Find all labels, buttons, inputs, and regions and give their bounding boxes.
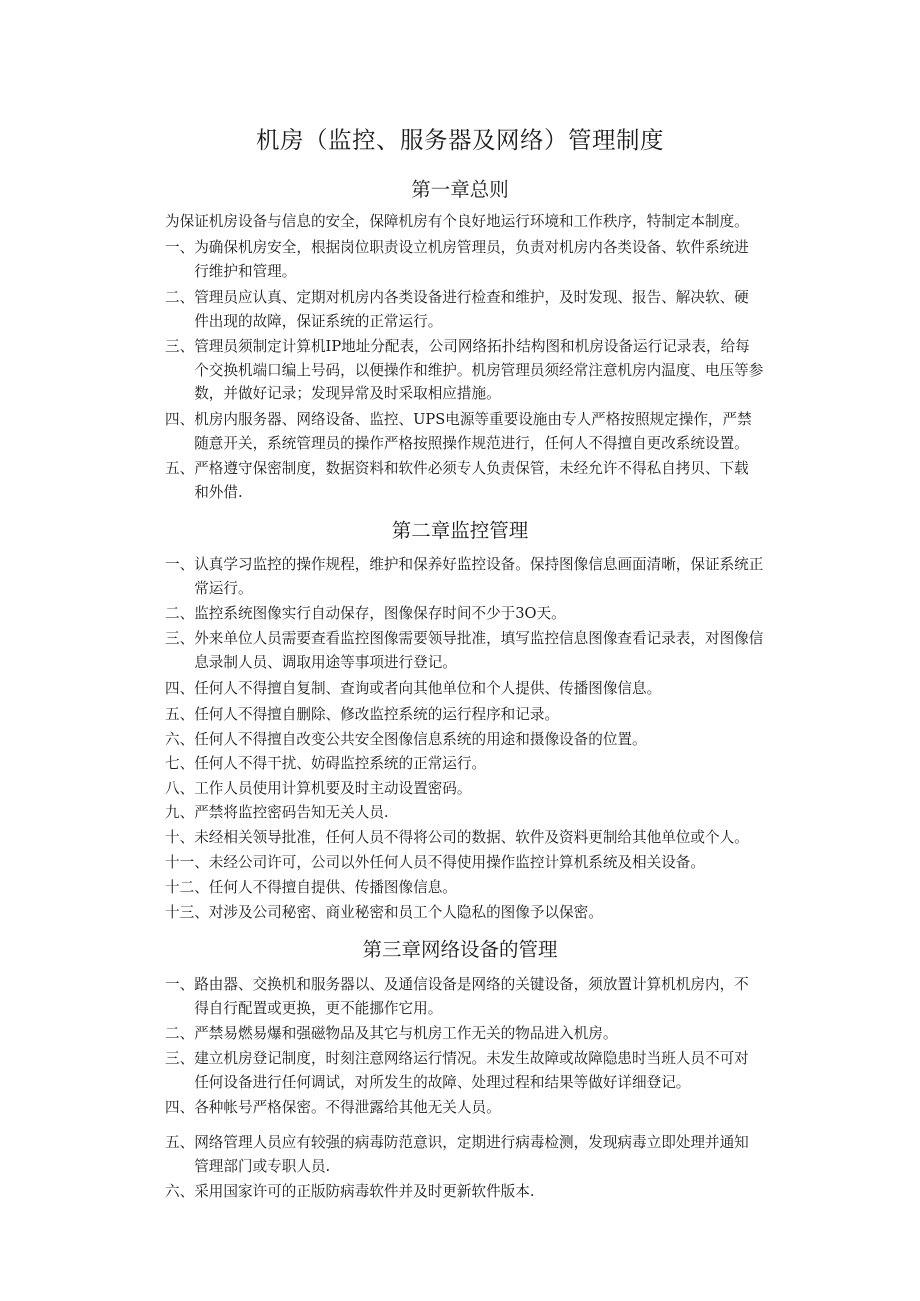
item-line: 工作人员使用计算机要及时主动设置密码。 (194, 780, 472, 797)
chapter-3-item (165, 1047, 795, 1094)
item-number: 三、 (165, 338, 195, 355)
item-line: 件出现的故障，保证系统的正常运行。 (194, 312, 443, 330)
chapter-1-item (165, 457, 795, 504)
item-line: 未经公司许可，公司以外任何人员不得使用操作监控计算机系统及相关设备。 (208, 854, 705, 871)
item-number: 六、 (165, 1183, 195, 1200)
item-line: 任何人不得擅自改变公共安全图像信息系统的用途和摄像设备的位置。 (194, 731, 647, 748)
item-number: 二、 (165, 1025, 195, 1042)
item-line: 得自行配置或更换，更不能挪作它用。 (194, 999, 443, 1017)
item-number: 三、 (165, 1050, 195, 1067)
item-line: 管理员须制定计算机IP地址分配表，公司网络拓扑结构图和机房设备运行记录表，给每 (194, 338, 750, 355)
item-line: 严格遵守保密制度，数据资料和软件必须专人负责保管，未经允许不得私自拷贝、下载 (194, 460, 749, 477)
item-number: 九、 (165, 804, 195, 821)
chapter-2-item (165, 677, 795, 701)
item-number: 十一、 (165, 854, 209, 871)
item-number: 四、 (165, 1099, 195, 1116)
chapter-2-item (165, 553, 795, 600)
item-number: 三、 (165, 630, 195, 647)
chapter-3-item (165, 1096, 795, 1120)
item-number: 七、 (165, 755, 195, 772)
item-number: 二、 (165, 605, 195, 622)
item-number: 十二、 (165, 879, 209, 896)
item-line: 数，并做好记录；发现异常及时采取相应措施。 (194, 385, 501, 402)
item-line: 随意开关，系统管理员的操作严格按照操作规范进行，任何人不得擅自更改系统设置。 (194, 434, 749, 452)
item-number: 八、 (165, 780, 195, 797)
item-line: 外来单位人员需要查看监控图像需要领导批准，填写监控信息图像查看记录表，对图像信 (194, 630, 764, 647)
chapter-1-item (165, 408, 795, 455)
chapter-3-heading: 第三章网络设备的管理 (362, 938, 558, 961)
chapter-2-item (165, 602, 795, 626)
item-line: 和外借. (194, 483, 243, 501)
chapter-2-item (165, 801, 795, 825)
item-line: 息录制人员、调取用途等事项进行登记。 (194, 653, 457, 671)
item-number: 四、 (165, 411, 195, 428)
chapter-1-item (165, 286, 795, 333)
item-line: 任何人不得擅自复制、查询或者向其他单位和个人提供、传播图像信息。 (194, 680, 662, 697)
item-number: 五、 (165, 1134, 195, 1151)
chapter-2-item (165, 826, 795, 850)
item-line: 对涉及公司秘密、商业秘密和员工个人隐私的图像予以保密。 (208, 904, 603, 921)
item-number: 四、 (165, 680, 195, 697)
chapter-2-item (165, 728, 795, 752)
item-number: 一、 (165, 976, 195, 993)
item-line: 管理员应认真、定期对机房内各类设备进行检查和维护，及时发现、报告、解决软、硬 (194, 289, 749, 306)
chapter-2-item (165, 752, 795, 776)
chapter-2-heading: 第二章监控管理 (391, 519, 529, 542)
chapter-1-item (165, 335, 795, 406)
chapter-2-item (165, 627, 795, 674)
chapter-1-intro: 为保证机房设备与信息的安全，保障机房有个良好地运行环境和工作秩序，特制定本制度。 (165, 213, 749, 230)
chapter-2-item (165, 876, 795, 900)
chapter-3-item (165, 1131, 795, 1178)
item-number: 五、 (165, 706, 195, 723)
item-number: 十、 (165, 829, 195, 846)
item-line: 路由器、交换机和服务器以、及通信设备是网络的关键设备，须放置计算机机房内，不 (194, 976, 749, 993)
item-line: 各种帐号严格保密。不得泄露给其他无关人员。 (194, 1099, 501, 1116)
document-title: 机房（监控、服务器及网络）管理制度 (256, 126, 664, 154)
item-number: 一、 (165, 239, 195, 256)
item-number: 六、 (165, 731, 195, 748)
item-line: 建立机房登记制度，时刻注意网络运行情况。未发生故障或故障隐患时当班人员不可对 (194, 1050, 749, 1067)
chapter-3-item (165, 1180, 795, 1204)
chapter-2-item (165, 777, 795, 801)
item-line: 任何设备进行任何调试，对所发生的故障、处理过程和结果等做好详细登记。 (194, 1073, 691, 1091)
item-line: 任何人不得擅自提供、传播图像信息。 (208, 879, 457, 896)
item-number: 十三、 (165, 904, 209, 921)
item-number: 一、 (165, 556, 195, 573)
item-line: 网络管理人员应有较强的病毒防范意识，定期进行病毒检测，发现病毒立即处理并通知 (194, 1134, 749, 1151)
item-line: 认真学习监控的操作规程，维护和保养好监控设备。保持图像信息画面清晰，保证系统正 (194, 556, 764, 573)
item-number: 五、 (165, 460, 195, 477)
chapter-2-item (165, 901, 795, 925)
item-line: 为确保机房安全，根据岗位职责设立机房管理员，负责对机房内各类设备、软件系统进 (194, 239, 749, 256)
item-line: 采用国家许可的正版防病毒软件并及时更新软件版本. (194, 1183, 535, 1200)
item-line: 任何人不得擅自删除、修改监控系统的运行程序和记录。 (194, 706, 560, 723)
item-line: 监控系统图像实行自动保存，图像保存时间不少于3O天。 (194, 605, 566, 622)
item-line: 个交换机端口编上号码，以便操作和维护。机房管理员须经常注意机房内温度、电压等参 (194, 361, 764, 379)
item-line: 机房内服务器、网络设备、监控、UPS电源等重要设施由专人严格按照规定操作，严禁 (194, 411, 752, 428)
item-line: 常运行。 (194, 579, 253, 597)
item-line: 任何人不得干扰、妨碍监控系统的正常运行。 (194, 755, 487, 772)
item-line: 管理部门或专职人员. (194, 1157, 331, 1175)
chapter-2-item (165, 703, 795, 727)
item-line: 严禁易燃易爆和强磁物品及其它与机房工作无关的物品进入机房。 (194, 1025, 618, 1042)
item-line: 未经相关领导批准，任何人员不得将公司的数据、软件及资料更制给其他单位或个人。 (194, 829, 749, 846)
chapter-1-heading: 第一章总则 (411, 178, 509, 201)
chapter-2-item (165, 851, 795, 875)
item-number: 二、 (165, 289, 195, 306)
item-line: 行维护和管理。 (194, 262, 297, 280)
chapter-1-item (165, 236, 795, 283)
chapter-3-item (165, 973, 795, 1020)
item-line: 严禁将监控密码告知无关人员. (194, 804, 389, 821)
chapter-3-item (165, 1022, 795, 1046)
